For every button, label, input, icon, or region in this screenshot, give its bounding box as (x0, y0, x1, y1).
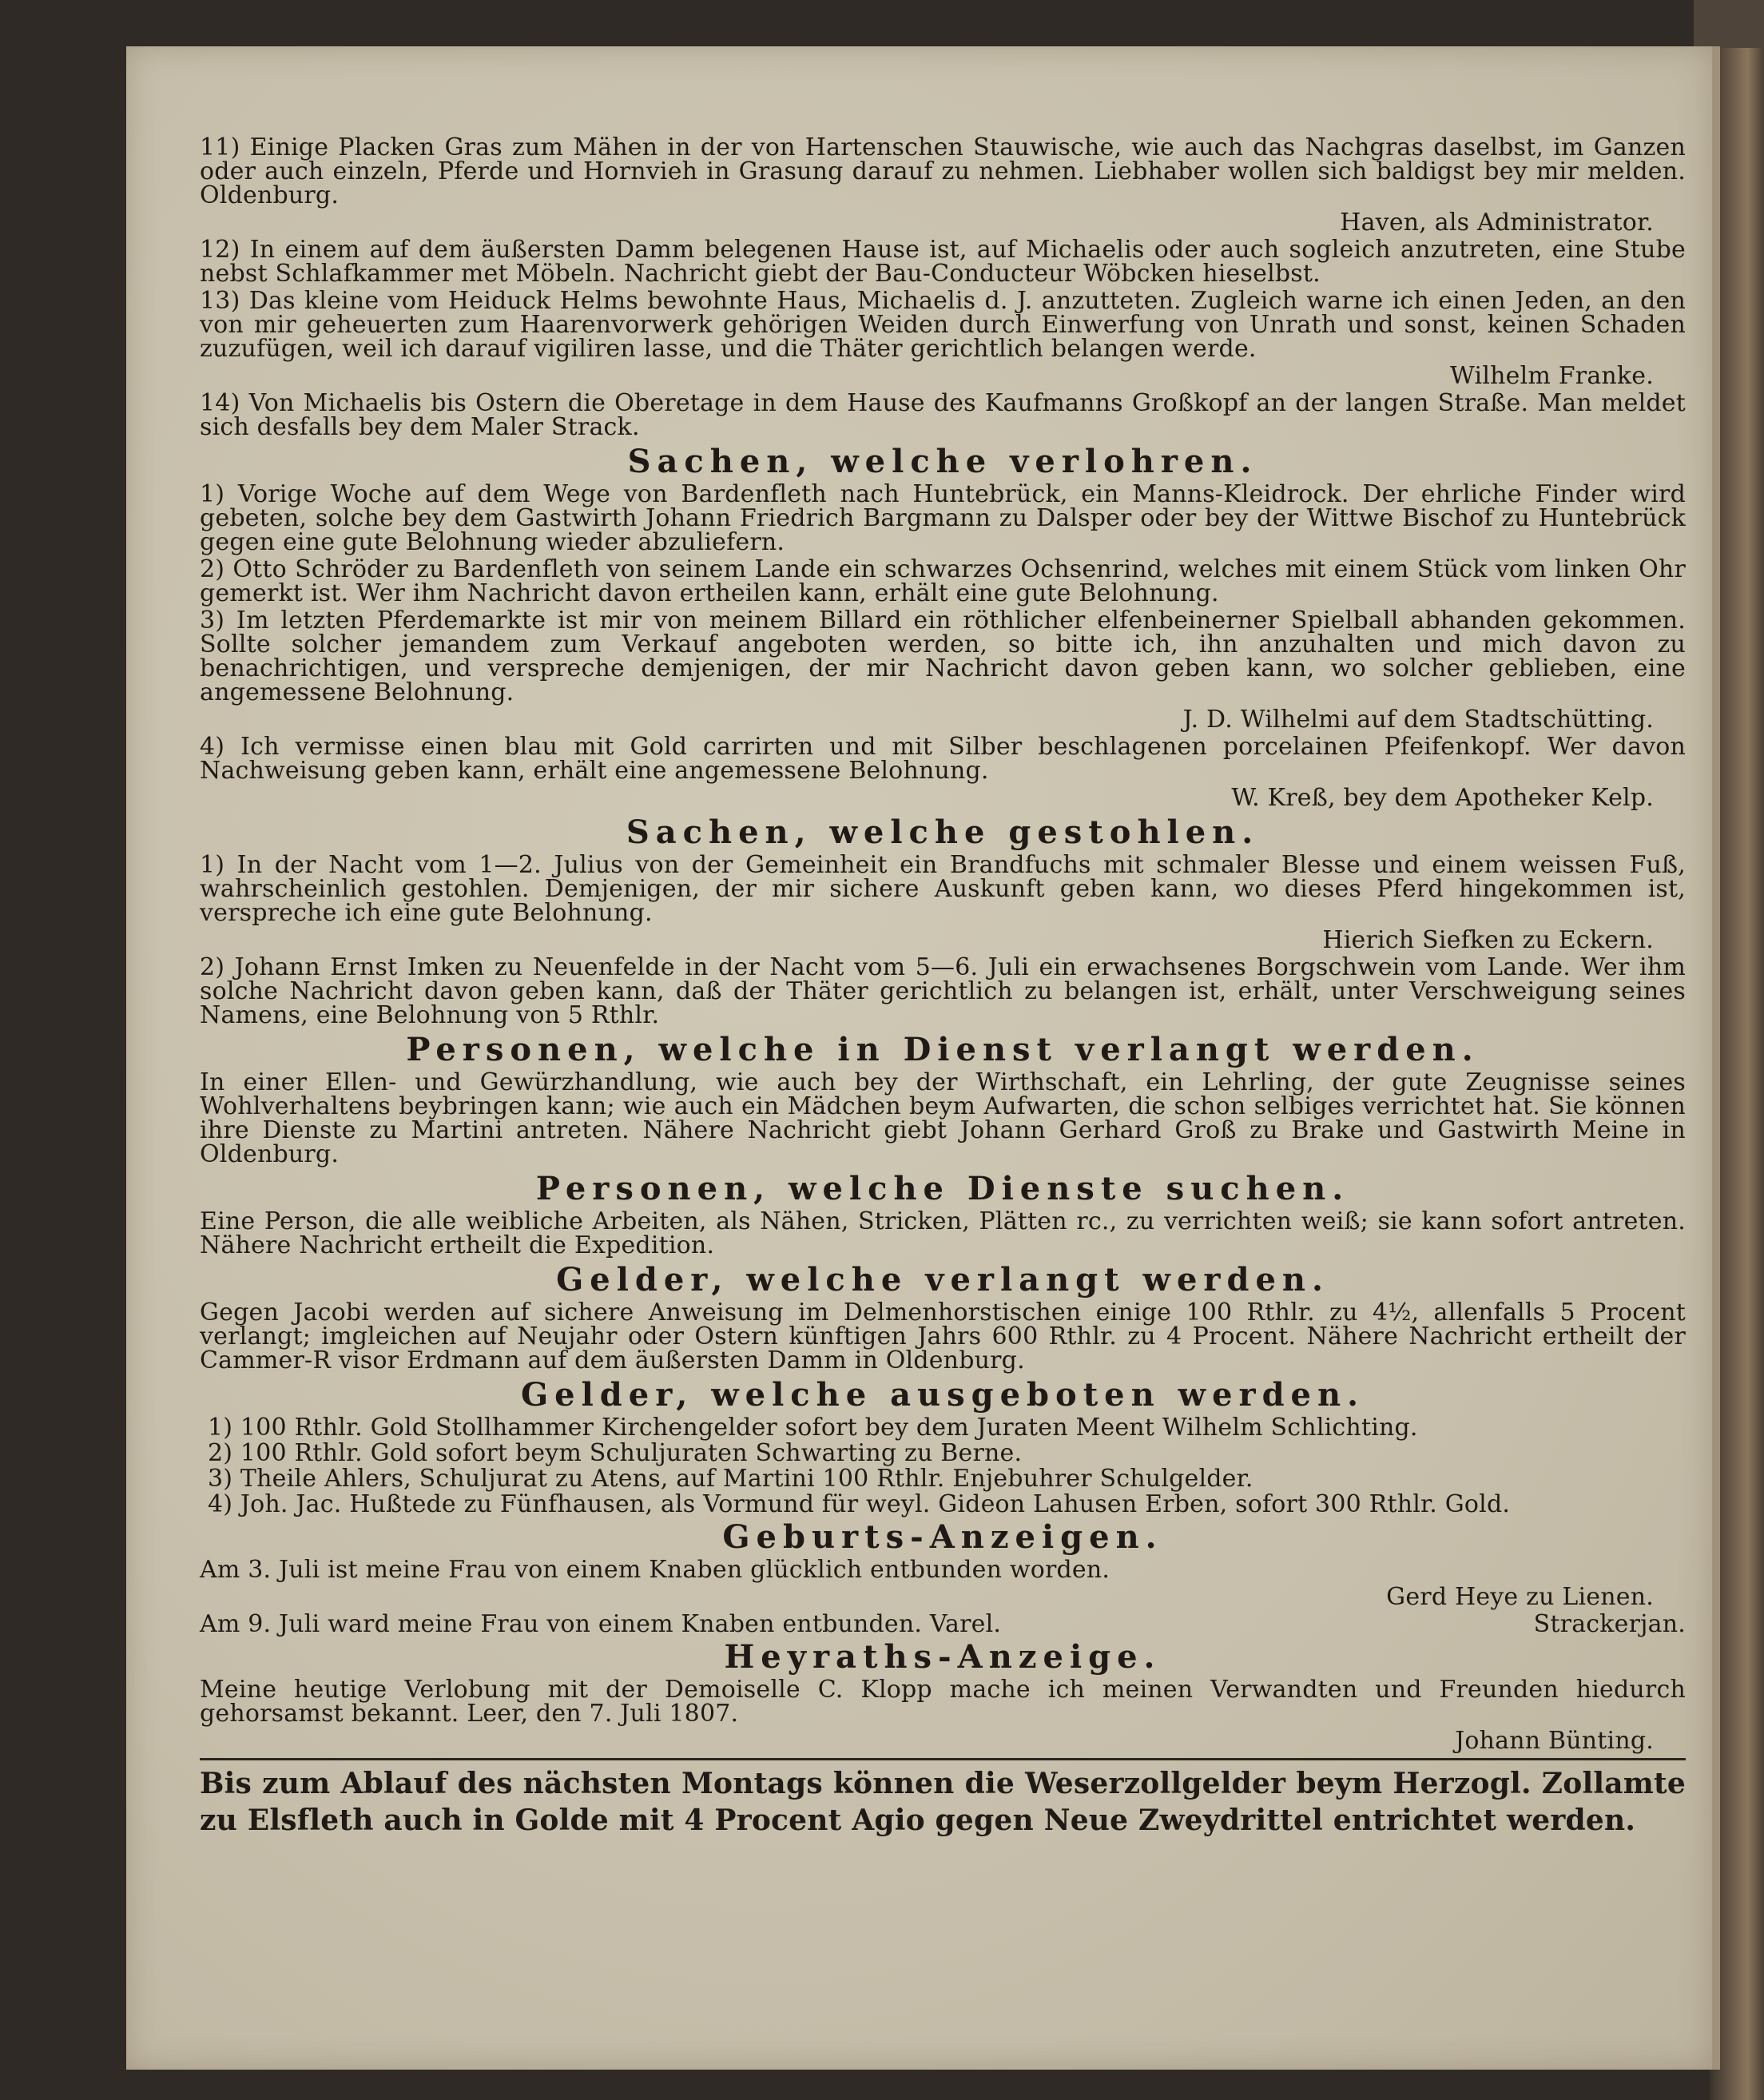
lost-item: 1) Vorige Woche auf dem Wege von Bardenfleth nach Huntebrück, ein Manns-Kleidrock. Der ehrliche Finder wird gebeten, solche bey dem Gastwirth Johann Friedrich Bargmann zu Dalsper oder bey der Wittwe Bischof zu Huntebrück gegen eine gute Belohnung wieder abzuliefern. (200, 480, 1686, 556)
section-heading-seeking: Personen, welche Dienste suchen. (535, 1170, 1350, 1207)
section-heading-stolen: Sachen, welche gestohlen. (626, 813, 1260, 851)
stolen-item: 1) In der Nacht vom 1—2. Julius von der Gemeinheit ein Brandfuchs mit schmaler Blesse und einem weissen Fuß, wahrscheinlich gestohlen. Demjenigen, der mir sichere Auskunft geben kann, wo dieses Pferd hingekommen ist, verspreche ich eine gute Belohnung. (200, 851, 1686, 927)
money-offered-item: 3) Theile Ahlers, Schuljurat zu Atens, auf Martini 100 Rthlr. Enjebuhrer Schulgelder. (208, 1465, 1253, 1493)
stolen-signature: Hierich Siefken zu Eckern. (1322, 926, 1654, 954)
marriage-text: Meine heutige Verlobung mit der Demoiselle C. Klopp mache ich meinen Verwandten und Freunden hiedurch gehorsamst bekannt. Leer, den 7. Juli 1807. (200, 1676, 1686, 1728)
ad-item: 11) Einige Placken Gras zum Mähen in der von Hartenschen Stauwische, wie auch das Nachgras daselbst, im Ganzen oder auch einzeln, Pferde und Hornvieh in Grasung darauf zu nehmen. Liebhaber wollen sich baldigst bey mir melden. Oldenburg. (200, 133, 1686, 209)
birth-signature: Strackerjan. (1533, 1610, 1686, 1638)
lost-item: 2) Otto Schröder zu Bardenfleth von seinem Lande ein schwarzes Ochsenrind, welches mit einem Stück vom linken Ohr gemerkt ist. Wer ihm Nachricht davon ertheilen kann, erhält eine gute Belohnung. (200, 555, 1686, 607)
money-offered-item: 2) 100 Rthlr. Gold sofort beym Schuljuraten Schwarting zu Berne. (208, 1439, 1023, 1467)
ad-signature: Wilhelm Franke. (1450, 362, 1654, 390)
page-content (200, 133, 1686, 1839)
money-offered-item: 4) Joh. Jac. Hußtede zu Fünfhausen, als Vormund für weyl. Gideon Lahusen Erben, sofort 300 Rthlr. Gold. (208, 1490, 1511, 1518)
marriage-signature: Johann Bünting. (1455, 1727, 1654, 1755)
section-heading-money-wanted: Gelder, welche verlangt werden. (556, 1261, 1329, 1299)
ad-item: 14) Von Michaelis bis Ostern die Oberetage in dem Hause des Kaufmanns Großkopf an der langen Straße. Man meldet sich desfalls bey dem Maler Strack. (200, 389, 1686, 441)
book-edge-top (1694, 0, 1764, 48)
section-heading-lost: Sachen, welche verlohren. (627, 443, 1258, 480)
section-heading-births: Geburts-Anzeigen. (722, 1518, 1163, 1556)
footer-notice: Bis zum Ablauf des nächsten Montags können die Weserzollgelder beym Herzogl. Zollamte zu Elsfleth auch in Golde mit 4 Procent Agio gegen Neue Zweydrittel entrichtet werden. (200, 1758, 1686, 1839)
section-heading-wanted: Personen, welche in Dienst verlangt werden. (406, 1031, 1480, 1068)
section-heading-marriage: Heyraths-Anzeige. (724, 1638, 1162, 1676)
birth-row (200, 1610, 1686, 1638)
ad-item: 13) Das kleine vom Heiduck Helms bewohnte Haus, Michaelis d. J. anzutteten. Zugleich warne ich einen Jeden, an den von mir geheuerten zum Haarenvorwerk gehörigen Weiden durch Einwerfung von Unrath und sonst, keinen Schaden zuzufügen, weil ich darauf vigiliren lasse, und die Thäter gerichtlich belangen werde. (200, 287, 1686, 363)
lost-item: 4) Ich vermisse einen blau mit Gold carrirten und mit Silber beschlagenen porcelainen Pfeifenkopf. Wer davon Nachweisung geben kann, erhält eine angemessene Belohnung. (200, 733, 1686, 785)
money-wanted-text: Gegen Jacobi werden auf sichere Anweisung im Delmenhorstischen einige 100 Rthlr. zu 4½, allenfalls 5 Procent verlangt; imgleichen auf Neujahr oder Ostern künftigen Jahrs 600 Rthlr. zu 4 Procent. Nähere Nachricht ertheilt der Cammer-R visor Erdmann auf dem äußersten Damm in Oldenburg. (200, 1299, 1686, 1374)
lost-item: 3) Im letzten Pferdemarkte ist mir von meinem Billard ein röthlicher elfenbeinerner Spielball abhanden gekommen. Sollte solcher jemandem zum Verkauf angeboten werden, so bitte ich, ihn anzuhalten und mich davon zu benachrichtigen, und verspreche demjenigen, der mir Nachricht davon geben kann, wo solcher geblieben, eine angemessene Belohnung. (200, 607, 1686, 706)
lost-signature: W. Kreß, bey dem Apotheker Kelp. (1231, 784, 1654, 812)
section-heading-money-offered: Gelder, welche ausgeboten werden. (520, 1376, 1365, 1414)
birth-item: Am 3. Juli ist meine Frau von einem Knaben glücklich entbunden worden. (200, 1556, 1110, 1584)
money-offered-item: 1) 100 Rthlr. Gold Stollhammer Kirchengelder sofort bey dem Juraten Meent Wilhelm Schlichting. (208, 1414, 1418, 1442)
seeking-text: Eine Person, die alle weibliche Arbeiten, als Nähen, Stricken, Plätten rc., zu verrichten weiß; sie kann sofort antreten. Nähere Nachricht ertheilt die Expedition. (200, 1207, 1686, 1259)
wanted-text: In einer Ellen- und Gewürzhandlung, wie auch bey der Wirthschaft, ein Lehrling, der gute Zeugnisse seines Wohlverhaltens beybringen kann; wie auch ein Mädchen beym Aufwarten, die schon selbiges verrichtet hat. Sie können ihre Dienste zu Martini antreten. Nähere Nachricht giebt Johann Gerhard Groß zu Brake und Gastwirth Meine in Oldenburg. (200, 1068, 1686, 1168)
birth-item: Am 9. Juli ward meine Frau von einem Knaben entbunden. Varel. (200, 1610, 1002, 1638)
birth-signature: Gerd Heye zu Lienen. (1386, 1583, 1654, 1611)
ad-signature: Haven, als Administrator. (1340, 209, 1654, 237)
stolen-item: 2) Johann Ernst Imken zu Neuenfelde in der Nacht vom 5—6. Juli ein erwachsenes Borgschwein vom Lande. Wer ihm solche Nachricht davon geben kann, daß der Thäter gerichtlich zu belangen ist, erhält, unter Verschweigung seines Namens, eine Belohnung von 5 Rthlr. (200, 953, 1686, 1029)
lost-signature: J. D. Wilhelmi auf dem Stadtschütting. (1182, 706, 1654, 734)
ad-item: 12) In einem auf dem äußersten Damm belegenen Hause ist, auf Michaelis oder auch sogleich anzutreten, eine Stube nebst Schlafkammer met Möbeln. Nachricht giebt der Bau-Conducteur Wöbcken hieselbst. (200, 236, 1686, 288)
